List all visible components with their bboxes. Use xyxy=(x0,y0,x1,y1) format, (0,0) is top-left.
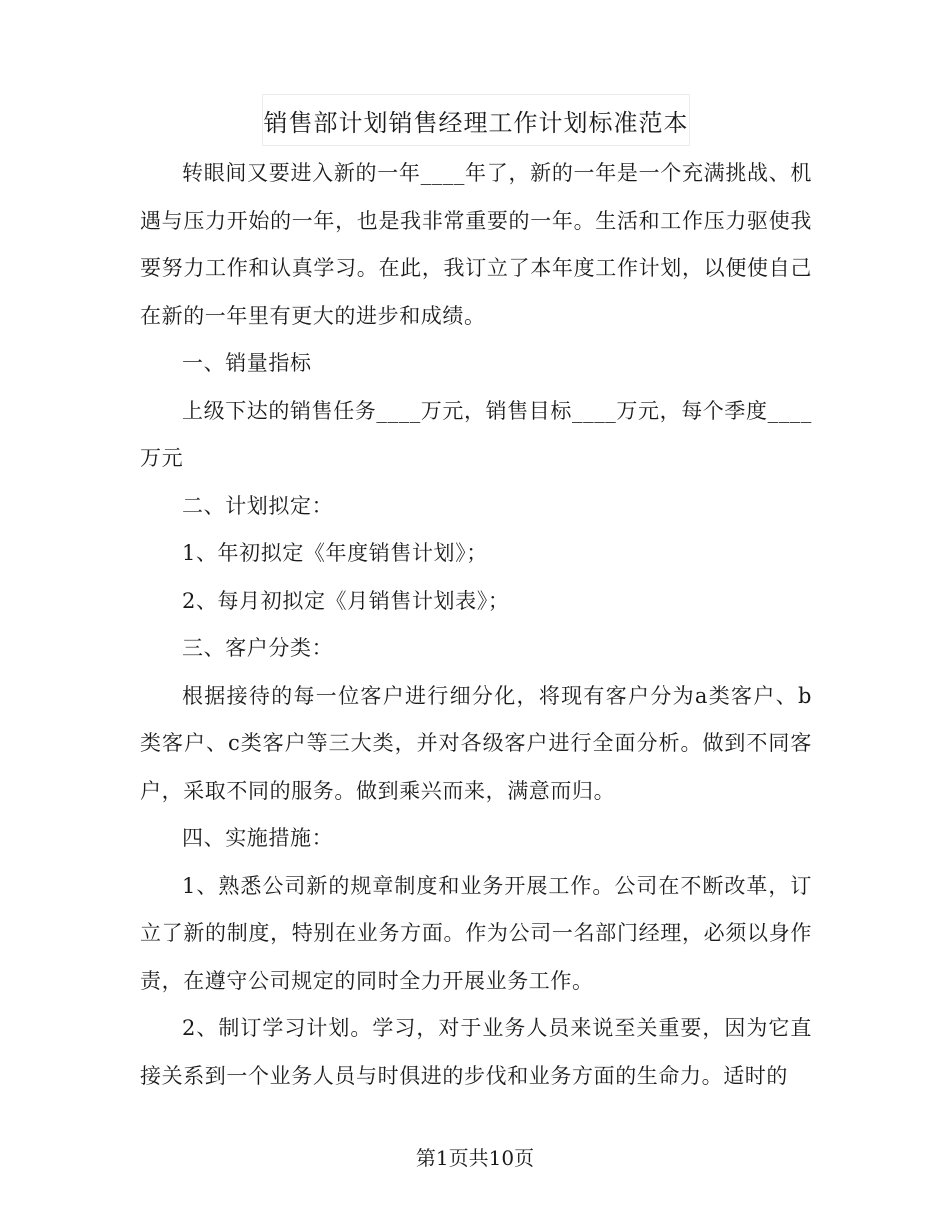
intro-paragraph: 转眼间又要进入新的一年____年了，新的一年是一个充满挑战、机遇与压力开始的一年，也是我非常重要的一年。生活和工作压力驱使我要努力工作和认真学习。在此，我订立了本年度工作计划，以便使自己在新的一年里有更大的进步和成绩。 xyxy=(140,161,812,328)
title-box xyxy=(262,94,690,146)
page-number-footer: 第1页共10页 xyxy=(415,1146,535,1170)
plan-item-monthly: 2、每月初拟定《月销售计划表》； xyxy=(182,588,510,613)
section-heading-measures: 四、实施措施： xyxy=(182,826,334,850)
sales-target-paragraph: 上级下达的销售任务____万元，销售目标____万元，每个季度____万元 xyxy=(140,398,812,470)
document-body xyxy=(140,150,812,1100)
customer-classification-paragraph: 根据接待的每一位客户进行细分化，将现有客户分为a类客户、b类客户、c类客户等三大类，并对各级客户进行全面分析。做到不同客户，采取不同的服务。做到乘兴而来，满意而归。 xyxy=(140,683,812,803)
measure-item-2: 2、制订学习计划。学习，对于业务人员来说至关重要，因为它直接关系到一个业务人员与时俱进的步伐和业务方面的生命力。适时的 xyxy=(140,1016,812,1088)
section-heading-plan: 二、计划拟定： xyxy=(182,493,334,518)
section-heading-customers: 三、客户分类： xyxy=(182,636,334,660)
measure-item-1: 1、熟悉公司新的规章制度和业务开展工作。公司在不断改革，订立了新的制度，特别在业务方面。作为公司一名部门经理，必须以身作责，在遵守公司规定的同时全力开展业务工作。 xyxy=(140,873,812,993)
section-heading-sales-target: 一、销量指标 xyxy=(182,351,312,375)
plan-item-annual: 1、年初拟定《年度销售计划》； xyxy=(182,541,488,565)
document-title: 销售部计划销售经理工作计划标准范本 xyxy=(263,108,689,137)
